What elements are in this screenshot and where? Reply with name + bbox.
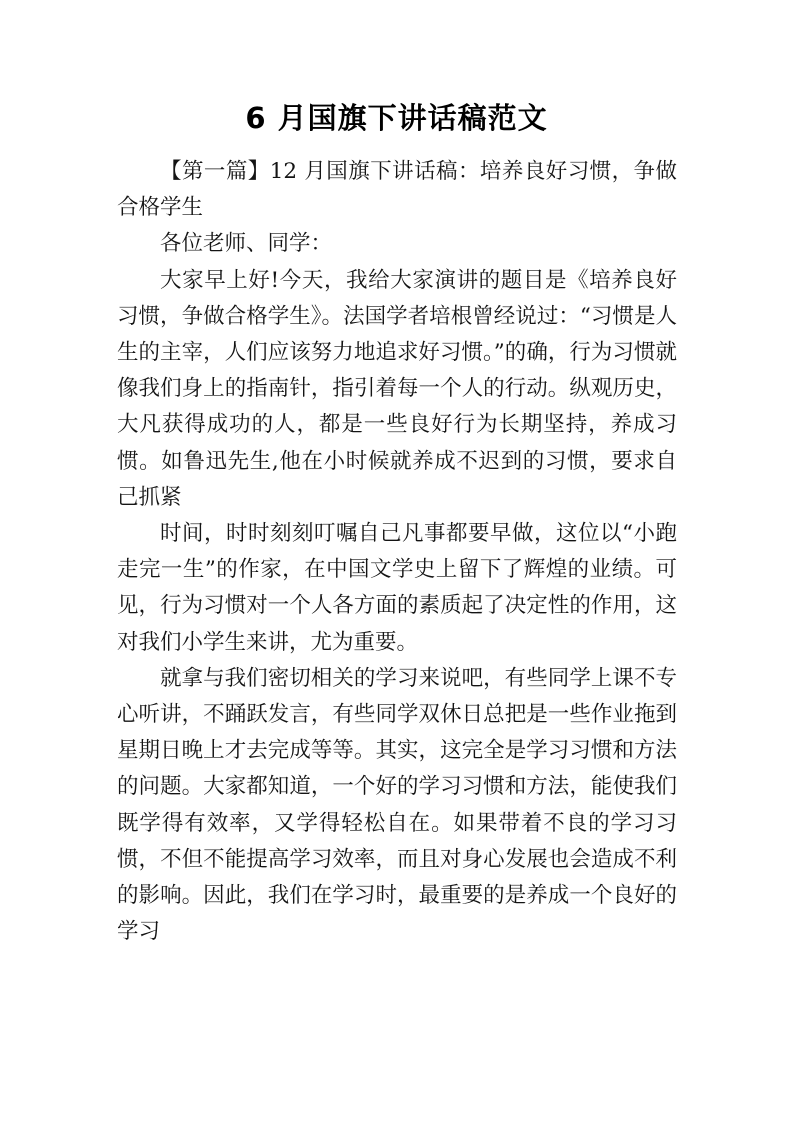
document-title: 6 月国旗下讲话稿范文 — [245, 101, 548, 135]
paragraph: 就拿与我们密切相关的学习来说吧，有些同学上课不专心听讲，不踊跃发言，有些同学双休日总把是一些作业拖到星期日晚上才去完成等等。其实，这完全是学习习惯和方法的问题。大家都知道，一个好的学习习惯和方法，能使我们既学得有效率，又学得轻松自在。如果带着不良的学习习惯，不但不能提高学习效率，而且对身心发展也会造成不利的影响。因此，我们在学习时，最重要的是养成一个良好的学习 — [117, 665, 677, 945]
paragraph: 时间，时时刻刻叮嘱自己凡事都要早做，这位以“小跑走完一生”的作家，在中国文学史上留下了辉煌的业绩。可见，行为习惯对一个人各方面的素质起了决定性的作用，这对我们小学生来讲，尤为重要。 — [117, 521, 677, 655]
paragraph-greeting: 各位老师、同学： — [160, 231, 333, 257]
paragraph-heading: 【第一篇】12 月国旗下讲话稿：培养良好习惯，争做合格学生 — [117, 159, 677, 221]
document-body — [117, 154, 677, 950]
paragraph: 大家早上好!今天，我给大家演讲的题目是《培养良好习惯，争做合格学生》。法国学者培根曾经说过：“习惯是人生的主宰，人们应该努力地追求好习惯。”的确，行为习惯就像我们身上的指南针，指引着每一个人的行动。纵观历史，大凡获得成功的人，都是一些良好行为长期坚持，养成习惯。如鲁迅先生,他在小时候就养成不迟到的习惯，要求自己抓紧 — [117, 267, 677, 510]
